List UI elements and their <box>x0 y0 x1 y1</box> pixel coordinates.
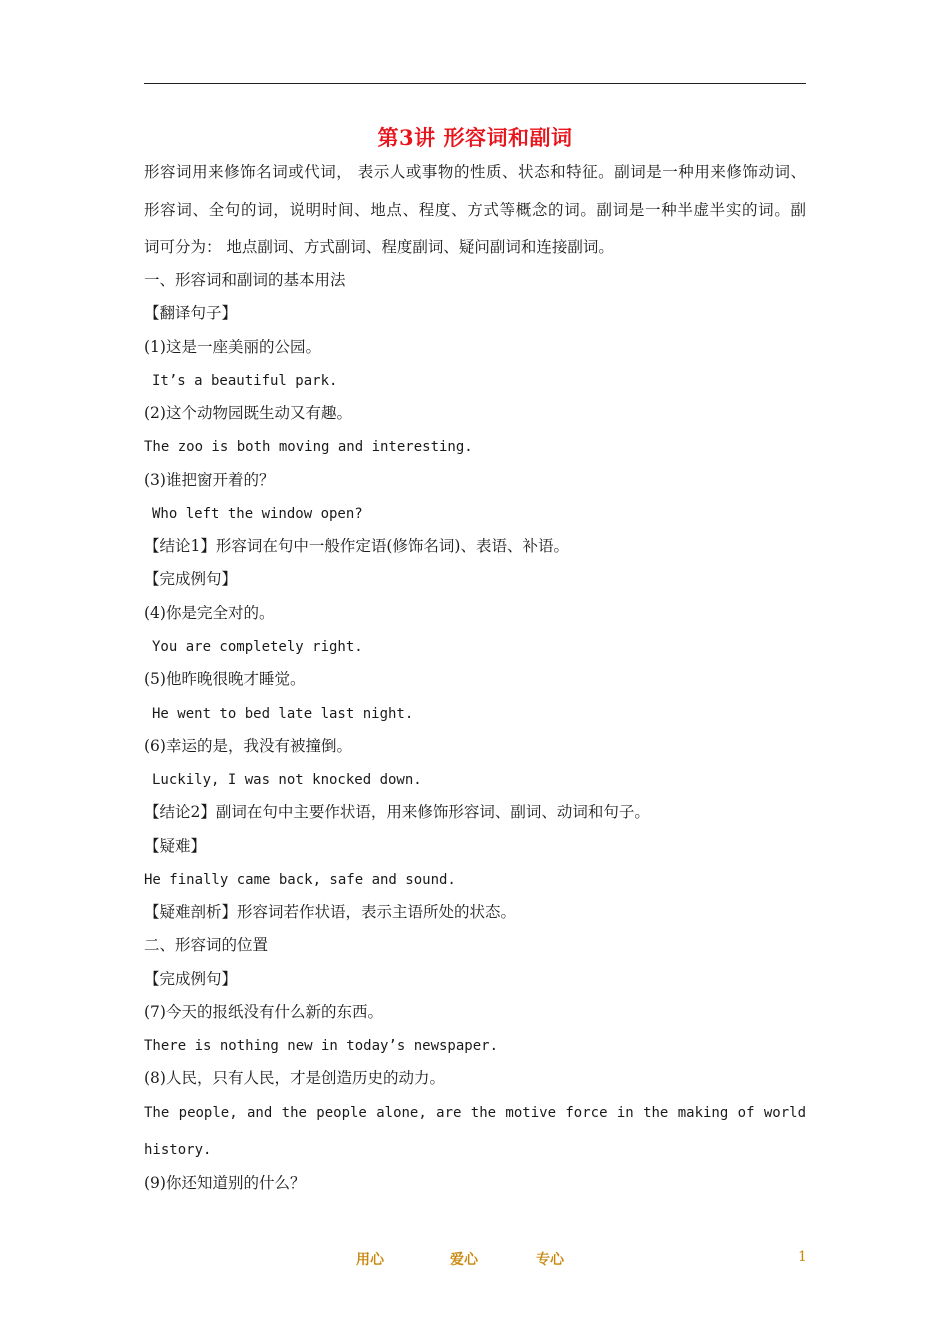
sentence-7-en: There is nothing new in today’s newspaper. <box>144 1038 499 1054</box>
tag-difficulty: 【疑难】 <box>144 837 207 855</box>
intro-line-3: 词可分为： 地点副词、方式副词、程度副词、疑问副词和连接副词。 <box>144 238 614 256</box>
section-heading-2: 二、形容词的位置 <box>144 936 269 954</box>
tag-complete-2: 【完成例句】 <box>144 970 238 988</box>
sentence-7-cn: (7)今天的报纸没有什么新的东西。 <box>144 1003 383 1021</box>
sentence-4-en: You are completely right. <box>152 639 363 655</box>
sentence-8-cn: (8)人民，只有人民，才是创造历史的动力。 <box>144 1069 445 1087</box>
tag-complete-1: 【完成例句】 <box>144 570 238 588</box>
sentence-3-en: Who left the window open? <box>152 506 363 522</box>
sentence-3-cn: (3)谁把窗开着的？ <box>144 471 275 489</box>
intro-line-1: 形容词用来修饰名词或代词， 表示人或事物的性质、状态和特征。副词是一种用来修饰动词、 <box>144 163 806 181</box>
conclusion-1: 【结论1】形容词在句中一般作定语(修饰名词)、表语、补语。 <box>144 537 569 555</box>
page-title: 第3讲 形容词和副词 <box>377 125 573 150</box>
footer-item-3: 专心 <box>536 1252 564 1268</box>
footer-item-1: 用心 <box>356 1252 384 1268</box>
page-number: 1 <box>798 1249 807 1265</box>
tag-translate: 【翻译句子】 <box>144 304 238 322</box>
difficulty-analysis: 【疑难剖析】形容词若作状语，表示主语所处的状态。 <box>144 903 517 921</box>
sentence-6-cn: (6)幸运的是，我没有被撞倒。 <box>144 737 352 755</box>
sentence-9-cn: (9)你还知道别的什么？ <box>144 1174 306 1192</box>
sentence-1-cn: (1)这是一座美丽的公园。 <box>144 338 321 356</box>
sentence-8-en-line-1: The people, and the people alone, are the motive force in the making of world <box>144 1105 806 1121</box>
sentence-8-en-line-2: history. <box>144 1142 212 1158</box>
intro-line-2: 形容词、全句的词，说明时间、地点、程度、方式等概念的词。副词是一种半虚半实的词。副 <box>144 201 806 219</box>
sentence-5-en: He went to bed late last night. <box>152 706 414 722</box>
sentence-4-cn: (4)你是完全对的。 <box>144 604 275 622</box>
sentence-2-cn: (2)这个动物园既生动又有趣。 <box>144 404 352 422</box>
footer-item-2: 爱心 <box>450 1252 478 1268</box>
sentence-2-en: The zoo is both moving and interesting. <box>144 439 473 455</box>
sentence-6-en: Luckily, I was not knocked down. <box>152 772 422 788</box>
sentence-5-cn: (5)他昨晚很晚才睡觉。 <box>144 670 306 688</box>
section-heading-1: 一、形容词和副词的基本用法 <box>144 271 346 289</box>
sentence-1-en: It’s a beautiful park. <box>152 373 338 389</box>
header-rule <box>144 83 806 84</box>
conclusion-2: 【结论2】副词在句中主要作状语，用来修饰形容词、副词、动词和句子。 <box>144 803 650 821</box>
difficulty-sentence: He finally came back, safe and sound. <box>144 872 456 888</box>
